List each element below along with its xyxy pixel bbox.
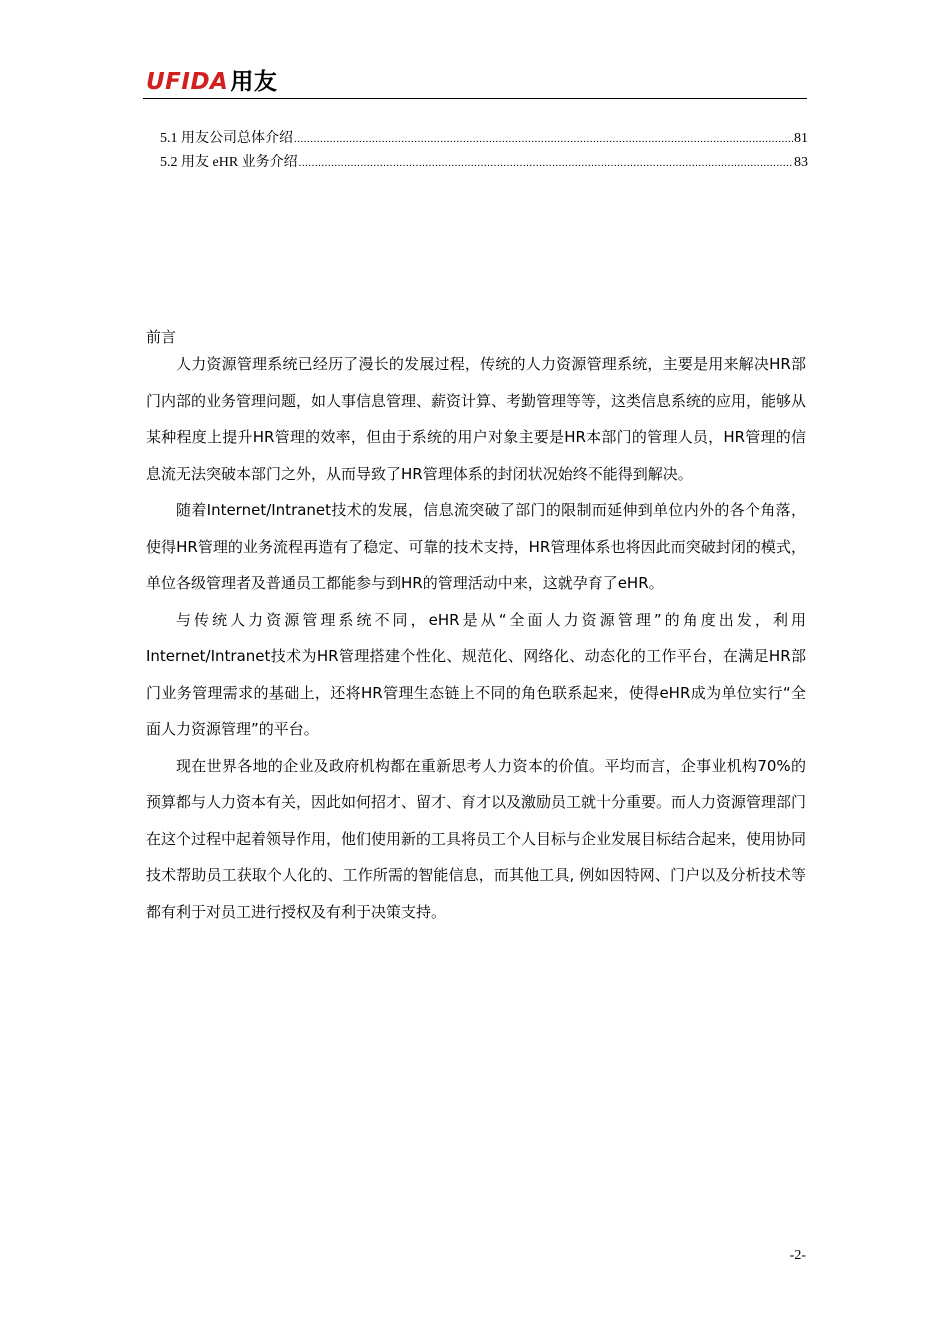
paragraph: 人力资源管理系统已经历了漫长的发展过程，传统的人力资源管理系统，主要是用来解决HR部门内部的业务管理问题，如人事信息管理、薪资计算、考勤管理等等，这类信息系统的应用，能够从某种程度上提升HR管理的效率，但由于系统的用户对象主要是HR本部门的管理人员，HR管理的信息流无法突破本部门之外，从而导致了HR管理体系的封闭状况始终不能得到解决。 bbox=[146, 355, 807, 483]
page-header bbox=[143, 62, 807, 99]
logo-brand-text: UFIDA bbox=[146, 69, 229, 95]
toc-entry-page: 83 bbox=[794, 155, 808, 170]
ufida-logo bbox=[146, 70, 277, 94]
table-of-contents bbox=[160, 127, 808, 175]
toc-entry[interactable] bbox=[160, 151, 808, 175]
section-body bbox=[146, 346, 806, 930]
paragraph: 与传统人力资源管理系统不同，eHR是从“全面人力资源管理”的角度出发，利用Internet/Intranet技术为HR管理搭建个性化、规范化、网络化、动态化的工作平台，在满足HR部门业务管理需求的基础上，还将HR管理生态链上不同的角色联系起来，使得eHR成为单位实行“全面人力资源管理”的平台。 bbox=[146, 610, 806, 738]
page-number: -2- bbox=[789, 1248, 806, 1263]
toc-entry[interactable] bbox=[160, 127, 808, 151]
toc-entry-page: 81 bbox=[794, 131, 808, 146]
toc-entry-title: 5.1 用友公司总体介绍 bbox=[160, 131, 293, 146]
paragraph: 现在世界各地的企业及政府机构都在重新思考人力资本的价值。平均而言，企事业机构70%的预算都与人力资本有关，因此如何招才、留才、育才以及激励员工就十分重要。而人力资源管理部门在这个过程中起着领导作用，他们使用新的工具将员工个人目标与企业发展目标结合起来，使用协同技术帮助员工获取个人化的、工作所需的智能信息，而其他工具, 例如因特网、门户以及分析技术等都有利于对员工进行授权及有利于决策支持。 bbox=[146, 756, 807, 921]
paragraph: 随着Internet/Intranet技术的发展，信息流突破了部门的限制而延伸到单位内外的各个角落，使得HR管理的业务流程再造有了稳定、可靠的技术支持，HR管理体系也将因此而突破封闭的模式，单位各级管理者及普通员工都能参与到HR的管理活动中来，这就孕育了eHR。 bbox=[146, 501, 806, 592]
toc-leader-dots bbox=[299, 151, 793, 175]
toc-entry-title: 5.2 用友 eHR 业务介绍 bbox=[160, 155, 298, 170]
logo-chinese-text: 用友 bbox=[230, 69, 278, 95]
section-heading: 前言 bbox=[146, 328, 177, 346]
toc-leader-dots bbox=[294, 127, 793, 151]
